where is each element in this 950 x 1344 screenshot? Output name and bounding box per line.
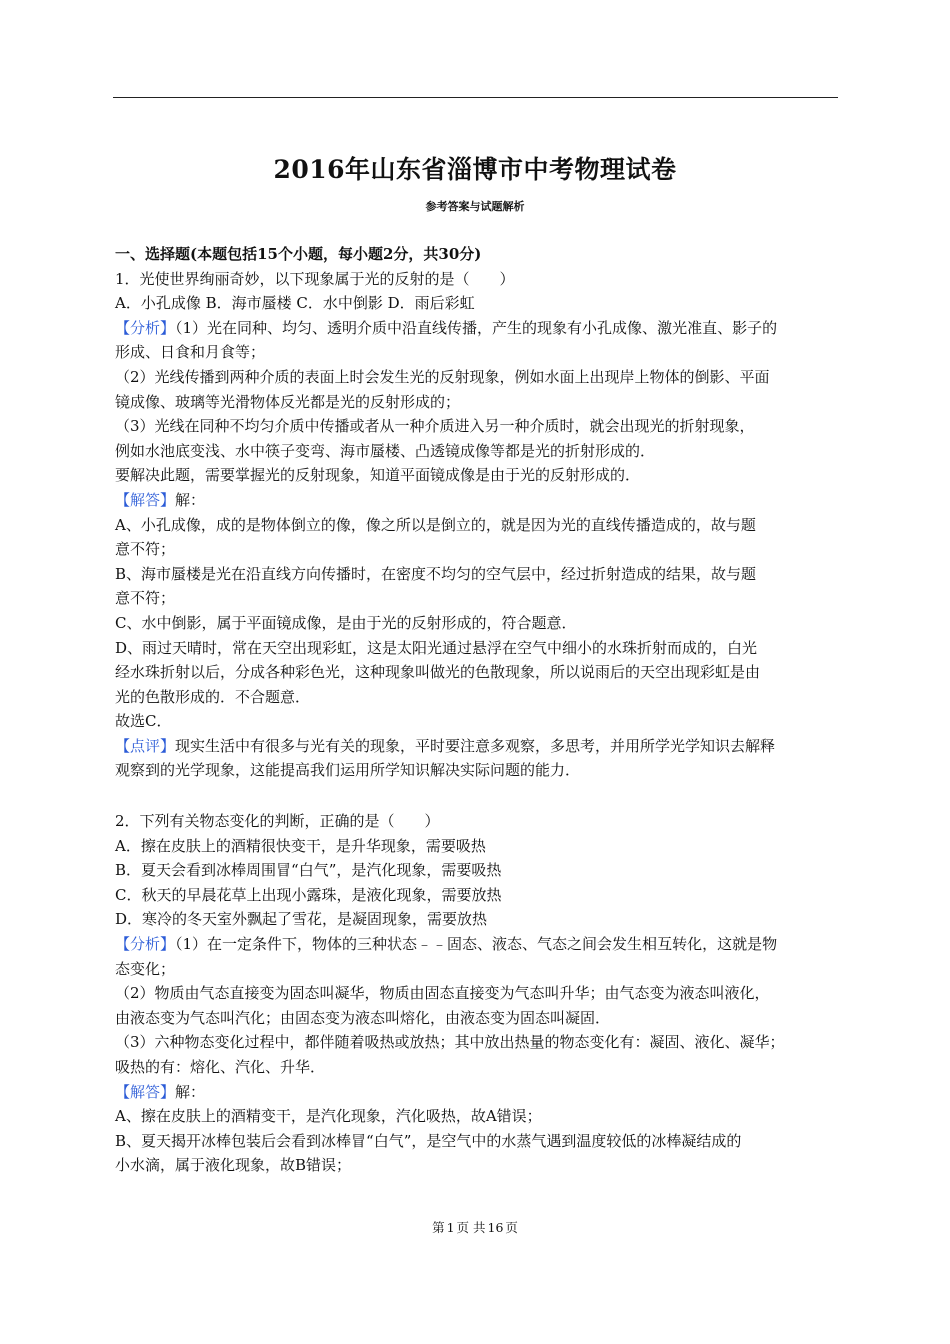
q1-analysis-line: 镜成像、玻璃等光滑物体反光都是光的反射形成的；	[115, 392, 461, 411]
footer-current-page: 1	[446, 1220, 455, 1235]
q1-comment-line: 观察到的光学现象，这能提高我们运用所学知识解决实际问题的能力．	[115, 761, 581, 780]
q2-analysis-line: 由液态变为气态叫汽化；由固态变为液态叫熔化，由液态变为固态叫凝固．	[115, 1008, 611, 1027]
q2-analysis-line: （2）物质由气态直接变为固态叫凝华，物质由固态直接变为气态叫升华；由气态变为液态叫液化，	[115, 984, 770, 1003]
comment-tag: 【点评】	[115, 736, 176, 755]
q2-analysis-line: （3）六种物态变化过程中，都伴随着吸热或放热；其中放出热量的物态变化有：凝固、液化、凝华；	[115, 1033, 785, 1052]
analysis-tag: 【分析】	[115, 318, 176, 337]
q1-options: A．小孔成像 B．海市蜃楼 C．水中倒影 D．雨后彩虹	[115, 294, 475, 313]
q1-comment-text: 现实生活中有很多与光有关的现象，平时要注意多观察，多思考，并用所学光学知识去解释	[175, 736, 776, 755]
page-footer	[0, 1218, 950, 1236]
q1-answer-d: D、雨过天晴时，常在天空出现彩虹，这是太阳光通过悬浮在空气中细小的水珠折射而成的，白光	[115, 638, 758, 657]
section-heading: 一、选择题(本题包括15个小题，每小题2分，共30分)	[115, 245, 482, 263]
q1-choice: 故选C．	[115, 712, 172, 731]
q1-answer-c: C、水中倒影，属于平面镜成像，是由于光的反射形成的，符合题意．	[115, 613, 577, 632]
q1-analysis-line: 例如水池底变浅、水中筷子变弯、海市蜃楼、凸透镜成像等都是光的折射形成的．	[115, 441, 656, 460]
q2-option-c: C．秋天的早晨花草上出现小露珠，是液化现象，需要放热	[115, 885, 502, 904]
q2-stem: 2．下列有关物态变化的判断，正确的是（ ）	[115, 812, 440, 831]
q1-analysis-line: 要解决此题，需要掌握光的反射现象，知道平面镜成像是由于光的反射形成的．	[115, 466, 641, 485]
footer-total-pages: 16	[487, 1220, 504, 1235]
q2-answer-line	[115, 1080, 840, 1105]
document-body	[115, 242, 840, 1178]
q2-option-a: A．擦在皮肤上的酒精很快变干，是升华现象，需要吸热	[115, 836, 486, 855]
q1-stem: 1．光使世界绚丽奇妙，以下现象属于光的反射的是（ ）	[115, 269, 515, 288]
q1-comment-line	[115, 734, 840, 759]
page-title: 2016年山东省淄博市中考物理试卷	[273, 155, 677, 184]
q2-option-b: B．夏天会看到冰棒周围冒“白气”，是汽化现象，需要吸热	[115, 861, 502, 880]
q2-analysis-line: 态变化；	[115, 959, 176, 978]
q1-answer-b: B、海市蜃楼是光在沿直线方向传播时，在密度不均匀的空气层中，经过折射造成的结果，故与题	[115, 564, 757, 583]
q1-analysis-line: 形成、日食和月食等；	[115, 343, 266, 362]
q1-analysis-line: （2）光线传播到两种介质的表面上时会发生光的反射现象，例如水面上出现岸上物体的倒影、平面	[115, 367, 770, 386]
question-spacer	[115, 783, 840, 809]
footer-prefix: 第	[432, 1220, 445, 1235]
answer-tag: 【解答】	[115, 1082, 176, 1101]
q2-answer-b: 小水滴，属于液化现象，故B错误；	[115, 1156, 352, 1175]
q2-answer-b: B、夏天揭开冰棒包装后会看到冰棒冒“白气”，是空气中的水蒸气遇到温度较低的冰棒凝结成的	[115, 1131, 742, 1150]
q2-option-d: D．寒冷的冬天室外飘起了雪花，是凝固现象，需要放热	[115, 910, 488, 929]
q1-answer-intro: 解：	[175, 490, 206, 509]
footer-middle: 页 共	[456, 1220, 486, 1235]
q1-answer-a: 意不符；	[115, 540, 176, 559]
q2-answer-intro: 解：	[175, 1082, 206, 1101]
q2-analysis-line	[115, 932, 840, 957]
q1-analysis-text: （1）光在同种、均匀、透明介质中沿直线传播，产生的现象有小孔成像、激光准直、影子的	[175, 318, 778, 337]
q1-answer-d: 经水珠折射以后，分成各种彩色光，这种现象叫做光的色散现象，所以说雨后的天空出现彩虹是由	[115, 663, 761, 682]
q1-answer-line	[115, 488, 840, 513]
q2-answer-a: A、擦在皮肤上的酒精变干，是汽化现象，汽化吸热，故A错误；	[115, 1107, 542, 1126]
q1-answer-a: A、小孔成像，成的是物体倒立的像，像之所以是倒立的，就是因为光的直线传播造成的，故与题	[115, 515, 756, 534]
footer-suffix: 页	[505, 1220, 518, 1235]
q2-analysis-text: （1）在一定条件下，物体的三种状态﹣﹣固态、液态、气态之间会发生相互转化，这就是物	[175, 935, 778, 954]
q1-analysis-line	[115, 316, 840, 341]
analysis-tag: 【分析】	[115, 935, 176, 954]
page-subtitle: 参考答案与试题解析	[425, 200, 525, 213]
q1-analysis-line: （3）光线在同种不均匀介质中传播或者从一种介质进入另一种介质时，就会出现光的折射现象，	[115, 417, 755, 436]
q1-answer-b: 意不符；	[115, 589, 176, 608]
answer-tag: 【解答】	[115, 490, 176, 509]
header-rule	[113, 97, 838, 98]
q2-analysis-line: 吸热的有：熔化、汽化、升华．	[115, 1058, 326, 1076]
q1-answer-d: 光的色散形成的．不合题意．	[115, 687, 311, 706]
